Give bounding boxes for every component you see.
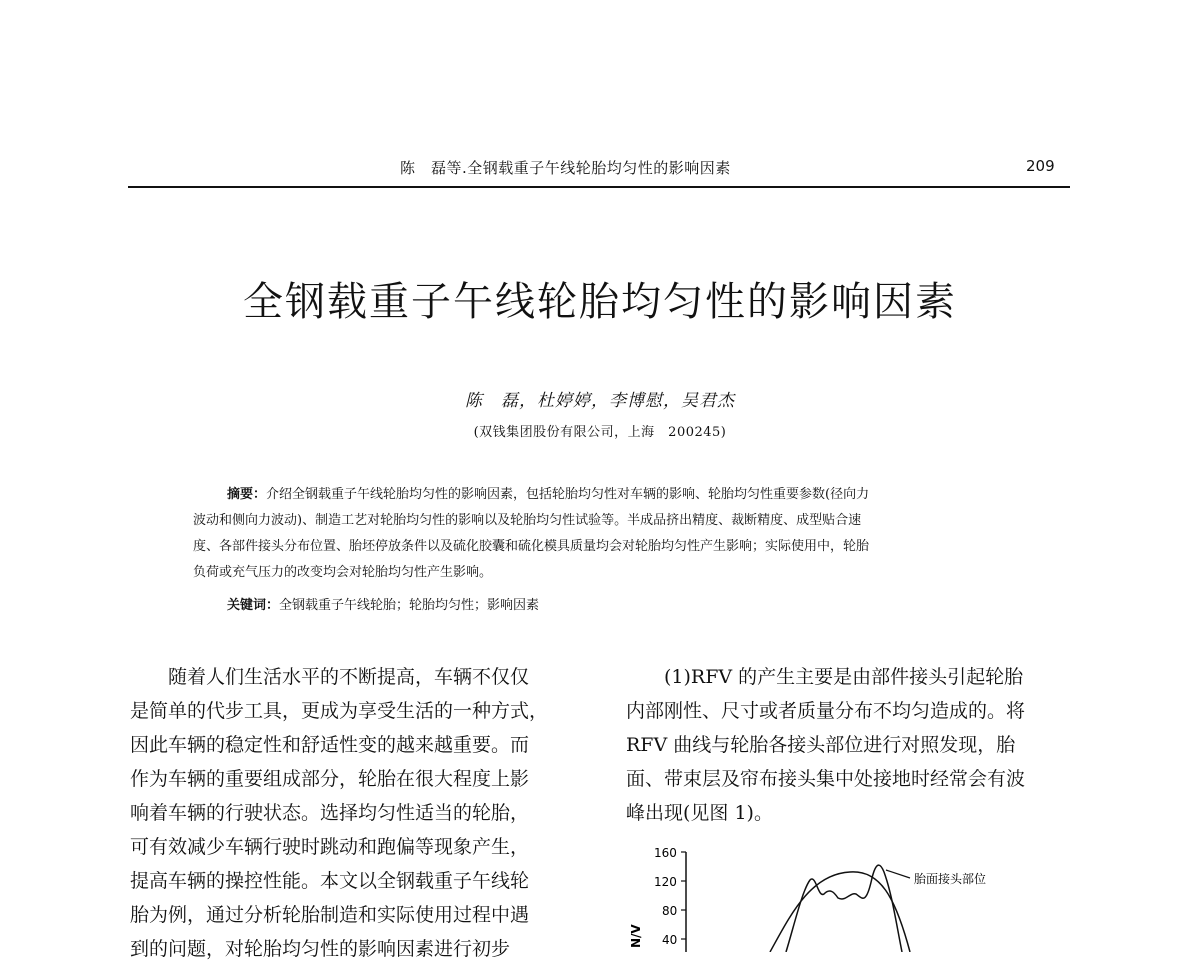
body-line: RFV 曲线与轮胎各接头部位进行对照发现，胎 — [626, 734, 1016, 756]
abstract-text: 介绍全钢载重子午线轮胎均匀性的影响因素，包括轮胎均匀性对车辆的影响、轮胎均匀性重要参数(径向力 — [266, 487, 870, 502]
page-number: 209 — [1026, 157, 1055, 175]
keywords — [227, 594, 539, 613]
fitted-curve — [770, 872, 910, 952]
rfv-curve — [786, 865, 902, 952]
body-line: 是简单的代步工具，更成为享受生活的一种方式， — [130, 700, 549, 722]
y-tick-label: 40 — [662, 933, 678, 947]
body-line: 峰出现(见图 1)。 — [626, 802, 773, 824]
abstract-line: 波动和侧向力波动)、制造工艺对轮胎均匀性的影响以及轮胎均匀性试验等。半成品挤出精度、裁断精度、成型贴合速 — [193, 513, 862, 528]
header-rule — [128, 186, 1070, 188]
body-line: 因此车辆的稳定性和舒适性变的越来越重要。而 — [130, 734, 530, 756]
body-column-right — [626, 660, 1076, 830]
abstract-line: 度、各部件接头分布位置、胎坯停放条件以及硫化胶囊和硫化模具质量均会对轮胎均匀性产生影响；实际使用中，轮胎 — [193, 539, 870, 554]
abstract — [193, 482, 1013, 586]
y-tick-label: 120 — [654, 875, 677, 889]
y-tick-label: 80 — [662, 904, 678, 918]
affiliation: (双钱集团股份有限公司，上海 200245) — [473, 425, 727, 440]
body-line: 内部刚性、尺寸或者质量分布不均匀造成的。将 — [626, 700, 1026, 722]
abstract-label: 摘要： — [227, 487, 267, 502]
abstract-line: 负荷或充气压力的改变均会对轮胎均匀性产生影响。 — [193, 565, 493, 580]
body-line: 作为车辆的重要组成部分，轮胎在很大程度上影 — [130, 768, 530, 790]
body-line: 到的问题，对轮胎均匀性的影响因素进行初步 — [130, 938, 511, 960]
body-line: 可有效减少车辆行驶时跳动和跑偏等现象产生， — [130, 836, 530, 858]
body-line: 胎为例，通过分析轮胎制造和实际使用过程中遇 — [130, 904, 530, 926]
abstract-line — [193, 482, 1013, 508]
authors: 陈 磊，杜婷婷，李博慰，吴君杰 — [465, 391, 735, 411]
body-line: 面、带束层及帘布接头集中处接地时经常会有波 — [626, 768, 1026, 790]
body-line: 随着人们生活水平的不断提高，车辆不仅仅 — [130, 666, 530, 688]
body-line: 提高车辆的操控性能。本文以全钢载重子午线轮 — [130, 870, 530, 892]
y-axis-label: N/V — [629, 924, 643, 948]
body-line: 响着车辆的行驶状态。选择均匀性适当的轮胎， — [130, 802, 530, 824]
keywords-text: 全钢载重子午线轮胎；轮胎均匀性；影响因素 — [279, 598, 540, 613]
body-line: (1)RFV 的产生主要是由部件接头引起轮胎 — [626, 666, 1024, 688]
keywords-label: 关键词： — [227, 598, 280, 613]
article-title: 全钢载重子午线轮胎均匀性的影响因素 — [243, 279, 957, 325]
y-tick-label: 160 — [654, 846, 677, 860]
rfv-figure — [610, 836, 1050, 952]
annotation-leader — [886, 870, 910, 878]
annotation-label: 胎面接头部位 — [914, 872, 987, 886]
body-column-left — [130, 660, 580, 966]
running-head: 陈 磊等.全钢载重子午线轮胎均匀性的影响因素 — [400, 159, 731, 177]
